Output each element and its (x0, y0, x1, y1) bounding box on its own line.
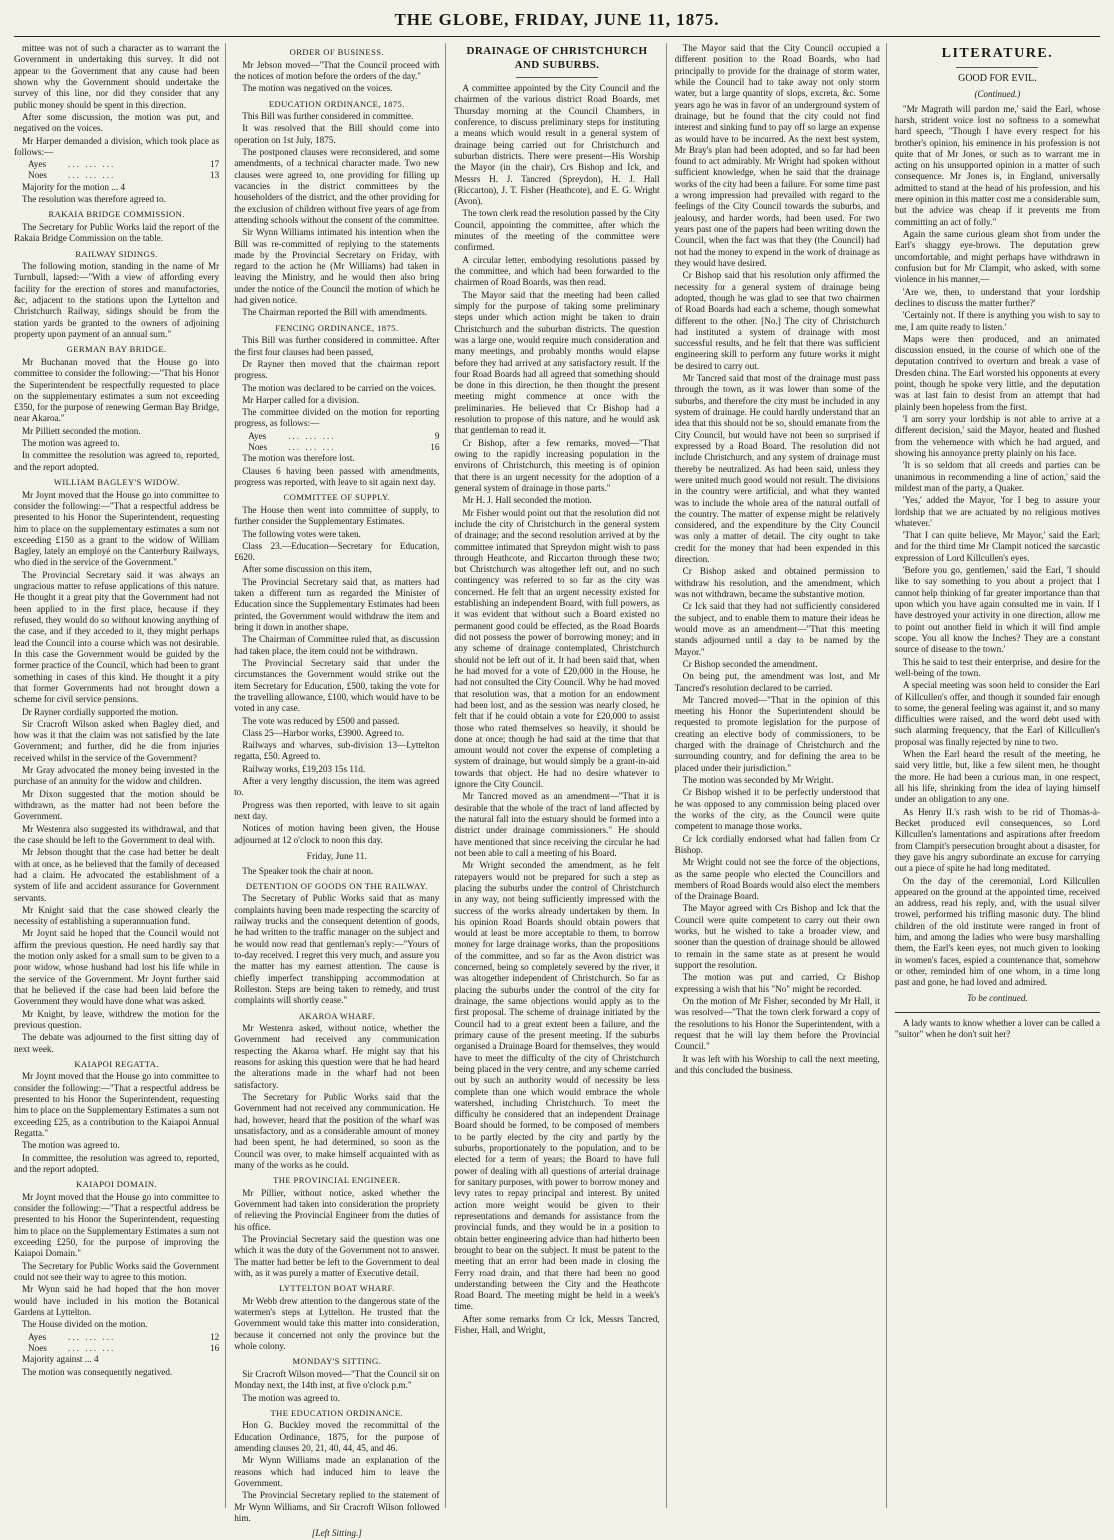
paragraph: Dr Rayner cordially supported the motion. (22, 706, 179, 717)
paragraph: The Provincial Secretary said the question was one which it was the duty of the Government not to answer. The matter had better be left to the Government to deal with, as it was purely a matter of Executive detail. (234, 1234, 440, 1278)
paragraph: Railway works, £19,203 15s 11d. (242, 763, 366, 774)
section-heading: THE EDUCATION ORDINANCE. (270, 1407, 404, 1418)
paragraph: The Secretary for Public Works laid the report of the Rakaia Bridge Commission on the table. (14, 221, 220, 244)
paragraph: Mr Fisher would point out that the resolution did not include the city of Christchurch in the general system of drainage; and the second resolution arrived at by the committee intimated that Spreydon might wish to pass through Heathcote, and Riccarton through these two; but Christchurch was altogether left out, and no such contingency was referred to so far as the city was concerned. He felt that an urgent necessity existed for establishing an independent Board, with full powers, as it was evident that without such a Board existed no permanent good could be effected, as the Road Boards did not possess the power of borrowing money; and in any scheme of drainage contemplated, Christchurch should not be left out of it. It had been said that, when he had moved for a vote of £20,000 in the House, he had not consulted the City Council. Why he had moved that resolution was, that a motion for an endowment had been lost, and as the session was nearly closed, he felt that if he could obtain a vote for £20,000 to assist those who rated themselves so heavily, it should be done at once; though he had said at the time that that amount would not cover the expense of completing a system of drainage, but would simply be a grant-in-aid towards that object. He had no desire whatever to ignore the City Council. (454, 507, 660, 790)
dateline: Friday, June 11. (306, 851, 367, 862)
section-heading: AKAROA WHARF. (298, 1010, 375, 1021)
paragraph: The Secretary for Public Works said the Government could not see their way to agree to this motion. (14, 1260, 220, 1282)
paragraph: The motion was therefore lost. (242, 453, 355, 464)
paragraph: Cr Ick cordially endorsed what had fallen from Cr Bishop. (674, 833, 880, 855)
paragraph: A special meeting was soon held to consider the Earl of Killcullen's offer, and though it sounded fair enough to some, the general feeling was against it, and so many difficulties were raised, and the word debt used with such alarming frequency, that the Earl of Killcullen's proposal was finally rejected by nine to two. (894, 680, 1101, 747)
paragraph: Sir Cracroft Wilson asked when Bagley died, and how was it that the claim was not satisfied by the late Government; and further, did he die from injuries received whilst in the service of the Government? (14, 718, 220, 763)
literature-heading: LITERATURE. (941, 46, 1054, 61)
paragraph: Sir Wynn Williams intimated his intention when the Bill was re-committed of replying to the statements made by the Provincial Secretary on Friday, with regard to the action he (Mr Williams) had taken in leaving the Ministry, and he would then also bring under the notice of the Council the motion of which he had given notice. (234, 227, 440, 306)
paragraph: Mr Tancred said that most of the drainage must pass through the town, as it was lower than some of the suburbs, and therefore the city must be included in any system of drainage. He could hardly understand that an idea that this should not be so, should emanate from the City Council, but would have not been so surprised if expressed by a Road Board. The resolution did not include Christchurch, and any system of drainage must thereby be neutralized. As had been said, unless they were united much good would not result. The divisions in the country were artificial, and what they wanted was to include the whole area of the natural outfall of the country. The matter of expense might be relatively considered, and the expenditure by the City Council was only a matter of detail. The city ought to take credit for the money that had been expended in this direction. (674, 373, 880, 565)
paragraph: This Bill was further considered in committee. After the first four clauses had been passed, (234, 335, 440, 357)
column-2 (234, 43, 446, 1539)
section-heading: RAILWAY SIDINGS. (75, 248, 158, 259)
paragraph: The Provincial Secretary said that, as matters had taken a different turn as regarded the Minister of Education since the Supplementary Estimates had been printed, the Government would withdraw the item and bring it down in another shape. (234, 576, 440, 632)
paragraph: Cr Bishop, after a few remarks, moved—"That owing to the rapidly increasing population in the environs of Christchurch, this meeting is of opinion that there is an urgent necessity for the adoption of a general system of drainage in those parts." (454, 437, 660, 493)
section-heading: KAIAPOI REGATTA. (74, 1058, 159, 1069)
paragraph: The resolution was therefore agreed to. (22, 194, 166, 205)
column-4 (675, 43, 887, 1508)
paragraph: Mr Wright could not see the force of the objections, as the same people who elected the Councillors and members of Road Boards would also elect the members of the Drainage Board. (674, 857, 880, 902)
paragraph: Mr Joynt moved that the House go into committee to consider the following:—"That a respectful address be presented to his Honor the Superintendent, requesting him to place on the Supplementary Estimates a sum not exceeding £25, as a contribution to the Kaiapoi Annual Regatta." (14, 1071, 220, 1138)
paragraph: Mr Jebson thought that the case had better be dealt with at once, as he believed that the family of deceased had a claim. He advocated the establishment of a system of life and accident assurance for Government servants. (14, 847, 220, 903)
section-heading: FENCING ORDINANCE, 1875. (275, 322, 399, 333)
paragraph: Mr Joynt moved that the House go into committee to consider the following:—"That a respectful address be presented to his Honor the Superintendent, requesting him to place on the supplementary estimates a sum not exceeding £150 as a grant to the widow of William Bagley, lately an employé on the Canterbury Railways, who died in the service of the Government." (14, 489, 220, 568)
division-noes: Noes ... ... ... 13 (28, 170, 220, 181)
paragraph: The Mayor said that the meeting had been called simply for the purpose of taking some preliminary steps under which action might be taken to drain Christchurch and the suburban districts. The question was a large one, would require much consideration and many meetings, and probably months would elapse before they had arrived at any satisfactory result. If the four Road Boards had all agreed that something should be done in this direction, he then thought the present meeting might commence at once with the preliminaries. He believed that Cr Bishop had a resolution to propose of this nature, and he would ask that gentleman to read it. (454, 289, 660, 436)
paragraph: Mr Tancred moved—"That in the opinion of this meeting his Honor the Superintendent should be requested to promote legislation for the purpose of creating an elective body of commissioners, to be charged with the drainage of Christchurch and the surrounding country, and for defining the area to be placed under their jurisdiction." (674, 694, 880, 773)
paragraph: This he said to test their enterprise, and desire for the well-being of the town. (894, 656, 1101, 678)
paragraph: Mr Knight said that the case showed clearly the necessity of establishing a superannuation fund. (14, 904, 220, 927)
paragraph: Mr Wynn said he had hoped that the hon mover would have included in his motion the Botanical Gardens at Lyttelton. (14, 1284, 220, 1317)
paragraph: Cr Bishop asked and obtained permission to withdraw his resolution, and the amendment, which was not withdrawn, became the substantive motion. (674, 566, 880, 599)
paragraph: Mr H. J. Hall seconded the motion. (462, 495, 592, 506)
to-be-continued: To be continued. (967, 992, 1028, 1003)
section-heading: DETENTION OF GOODS ON THE RAILWAY. (245, 880, 428, 891)
paragraph: The Secretary of Public Works said that as many complaints having been made respecting the scarcity of railway trucks and the consequent detention of goods, he had written to the traffic manager on the subject and he would now read that gentleman's reply:—"Yours of to-day received. I regret this very much, and assure you the matter has my earnest attention. The cause is chiefly imperfect transhipping accommodation at Rolleston. Steps are being taken to remedy, and trust complaints will shortly cease." (234, 893, 440, 1006)
paragraph: mittee was not of such a character as to warrant the Government in undertaking this survey. It did not appear to the Government that any cause had been shown why the Government should undertake the survey of this line, nor did they consider that any public money should be spent in this direction. (14, 43, 220, 110)
paragraph: A committee appointed by the City Council and the chairmen of the various district Road Boards, met Thursday morning at the Council Chambers, in conference, to discuss preliminary steps for instituting a means which would result in a general system of drainage being carried out for Christchurch and suburban districts. There were present—His Worship the Mayor (in the chair), Crs Bishop and Ick, and Messrs H. J. Tancred (Spreydon), H. J. Hall (Riccarton), J. T. Fisher (Heathcote), and E. G. Wright (Avon). (454, 83, 660, 207)
paragraph: The motion was agreed to. (242, 1392, 340, 1403)
paragraph: Sir Cracroft Wilson moved—"That the Council sit on Monday next, the 14th inst, at five o'clock p.m." (234, 1368, 440, 1391)
paragraph: The motion was agreed to. (22, 1140, 120, 1151)
paragraph: Cr Bishop wished it to be perfectly understood that he was opposed to any commission being placed over the works of the city, as the Council were quite competent to manage those works. (674, 787, 880, 832)
paragraph: Cr Bishop said that his resolution only affirmed the necessity for a general system of drainage being adopted, though he was glad to see that two chairmen of Road Boards had each a scheme, though somewhat different to the other. [No.] The city of Christchurch had instituted a system of drainage with most successful results, and he felt that there was sufficient engineering skill to perform any future works it might be desired to carry out. (674, 270, 880, 371)
section-heading: KAIAPOI DOMAIN. (76, 1179, 158, 1190)
anecdote: A lady wants to know whether a lover can be called a "suitor" when he don't suit her? (895, 1012, 1100, 1041)
paragraph: 'Yes,' added the Mayor, 'for I beg to assure your lordship that we are actuated by no religious motives whatever.' (894, 495, 1101, 528)
paragraph: On the motion of Mr Fisher, seconded by Mr Hall, it was resolved—"That the town clerk forward a copy of the resolutions to his Honor the Superintendent, with a request that he will lay them before the Provincial Council." (674, 995, 880, 1052)
paragraph: The motion was declared to be carried on the voices. (242, 382, 437, 393)
paragraph: Mr Harper called for a division. (242, 394, 360, 405)
paragraph: Mr Pilliett seconded the motion. (22, 425, 141, 436)
paragraph: Notices of motion having been given, the House adjourned at 12 o'clock to noon this day. (234, 823, 440, 845)
paragraph: Cr Bishop seconded the amendment. (682, 658, 818, 669)
section-heading: ORDER OF BUSINESS. (289, 47, 384, 57)
paragraph: Clauses 6 having been passed with amendments, progress was reported, with leave to sit again next day. (234, 465, 440, 487)
paragraph: In committee the resolution was agreed to, reported, and the report adopted. (14, 450, 220, 472)
section-heading: COMMITTEE OF SUPPLY. (283, 492, 391, 503)
paragraph: The motion was seconded by Mr Wright. (682, 775, 834, 785)
paragraph: The Mayor said that the City Council occupied a different position to the Road Boards, who had principally to provide for the drainage of storm water, while the Council had to take away not only storm water, but a large quantity of slops, excreta, &c. Some years ago he was in favor of an underground system of drainage, but he found that the city could not find interest and sinking fund to pay off so large an expense as would have to be incurred. As the next best system, Mr Bray's plan had been adopted, and so far had been found to act admirably. Mr Wright had spoken without sufficient knowledge, when he said that the drainage works of the city had been a failure. For some time past a wrong impression had prevailed with regard to the feelings of the City Council towards the suburbs, and jealousy, and harder words, had been used. For two years past one of the papers had been writing down the Council, when the fact was that they (the Council) had not had the money to expend in the work of drainage as they would have desired. (674, 43, 880, 268)
paragraph: Mr Westenra also suggested its withdrawal, and that the case should be left to the Government to deal with. (14, 823, 220, 845)
section-heading: LYTTELTON BOAT WHARF. (278, 1283, 395, 1294)
division-ayes: Ayes ... ... ... 9 (248, 430, 440, 441)
divider (516, 77, 598, 78)
paragraph: The Provincial Secretary said it was always an ungracious matter to refuse applications of this nature. He thought it a great pity that the Government had not been applied to in the first place, because if they refused, they would do so without knowing anything of the case, and if they acceded to it, they might perhaps lead the Council into a course which was not desirable. In this case the Government would be guided by the former practice of the Council, which had been to grant something in cases of this kind. He thought it a pity that former Governments had not brought down a scheme for civil service pensions. (14, 569, 220, 705)
paragraph: The Provincial Secretary said that under the circumstances the Government would strike out the item Secretary for Education, £500, taking the vote for the travelling allowance, £100, which would have to be voted in any case. (234, 657, 440, 714)
paragraph: The motion was consequently negatived. (22, 1366, 173, 1377)
paragraph: The vote was reduced by £500 and passed. (242, 715, 400, 726)
column-1 (14, 43, 226, 1508)
paragraph: The following motion, standing in the name of Mr Turnbull, lapsed:—"With a view of affording every facility for the erection of stores and manufactories, &c, adjacent to the stations upon the Lyttelton and Christchurch Railway, sidings should be from the station yards be granted to the owners of adjoining property upon payment of an annual sum." (14, 261, 220, 339)
paragraph: The motion was agreed to. (22, 438, 120, 449)
majority-line: Majority against ... 4 (22, 1354, 99, 1365)
paragraph: After some discussion, the motion was put, and negatived on the voices. (14, 111, 220, 134)
paragraph: Cr Ick said that they had not sufficiently considered the subject, and to enable them to mature their ideas he would move as an amendment—"That this meeting stands adjourned until a day to be named by the Mayor." (674, 601, 880, 657)
paragraph: The motion was put and carried, Cr Bishop expressing a wish that his "No" might be recorded. (674, 972, 880, 994)
paragraph: The House divided on the motion. (22, 1319, 148, 1330)
paragraph: 'Certainly not. If there is anything you wish to say to me, I am quite ready to listen.' (894, 310, 1101, 332)
paragraph: Mr Webb drew attention to the dangerous state of the watermen's steps at Lyttelton. He trusted that the Government would take this matter into consideration, because it concerned not only the province but the whole colony. (234, 1295, 440, 1352)
paragraph: The committee divided on the motion for reporting progress, as follows:— (234, 407, 440, 429)
paragraph: The Provincial Secretary replied to the statement of Mr Wynn Williams, and Sir Cracroft Wilson followed him. (234, 1490, 440, 1523)
paragraph: Mr Tancred moved as an amendment—"That it is desirable that the whole of the tract of land affected by the natural fall into the estuary should be formed into a district under drainage commissioners." He should have mentioned that since receiving the circular he had not been able to call a meeting of his Board. (454, 791, 660, 858)
paragraph: 'That I can quite believe, Mr Mayor,' said the Earl; and for the third time Mr Clampit noticed the sarcastic expression of Lord Killcullen's eyes. (894, 530, 1101, 563)
section-heading: EDUCATION ORDINANCE, 1875. (268, 98, 405, 109)
paragraph: After some discussion on this item, (242, 564, 372, 575)
paragraph: A circular letter, embodying resolutions passed by the committee, and which had been forwarded to the chairmen of Road Boards, was then read. (454, 254, 660, 288)
column-5 (895, 43, 1100, 1508)
paragraph: Mr Wright seconded the amendment, as he felt ratepayers would not be prepared for such a step as placing the suburbs under the control of Christchurch in any way, not being sufficiently impressed with the success of the works already undertaken by them. In his opinion Road Boards should obtain powers that would at least be more acceptable to them, to borrow money for large drainage works, than the propositions of the committee, and so far as the Avon district was concerned, being so completely severed by the river, it was altogether independent of Christchurch. So far as placing the suburbs under the control of the city for drainage, the same objections would apply as to the first proposal. The scheme of drainage initiated by the Council had to a great extent been a failure, and the primary cause of the present meeting. If the suburbs organised a Drainage Board for themselves, they would have to meet the difficulty of the city of Christchurch being placed in the very centre, and any scheme carried out by such an authority would of necessity be less complete than one which would embrace the whole watershed, including Christchurch. To meet the difficulty he considered that an independent Drainage Board should be formed, to be composed of members to be partly elected by the city and partly by the suburbs, proportionately to the population, and to be elected for a term of years; the Board to have full power of dealing with all questions of arterial drainage for sanitary purposes, with power to borrow money and levy rates to repay principal and interest. By united action more weight would be given to their representations and demands for assistance from the provincial funds, and they would be in a position to obtain better engineering advice than had hitherto been brought to bear on the subject. It must be patent to the meeting that an error had been made in closing the Ferry road drain, and that there had been no good understanding between the City and the Heathcote Road Board. The meeting might be held in a week's time. (454, 860, 660, 1312)
paragraph: It was resolved that the Bill should come into operation on 1st July, 1875. (234, 123, 440, 145)
paragraph: Maps were then produced, and an animated discussion ensued, in the course of which one of the deputation contrived to overturn and break a vase of Dresden china. The Earl worsted his opponents at every point, though he spoke very little, and the deputation was at last fain to desist from an attempt that had plainly been hopeless from the first. (894, 333, 1101, 412)
paragraph: Mr Wynn Williams made an explanation of the reasons which had induced him to leave the Government. (234, 1455, 440, 1489)
paragraph: As Henry II.'s rash wish to be rid of Thomas-à-Becket produced evil consequences, so Lord Killcullen's lamentations and aspirations after freedom from Clampit's persecution brought about a disaster, for they gave his angry subordinate an excuse for carrying out a piece of spite he had long meditated. (894, 806, 1101, 874)
masthead: THE GLOBE, FRIDAY, JUNE 11, 1875. (14, 10, 1100, 37)
paragraph: Mr Gray advocated the money being invested in the purchase of an annuity for the widow and children. (14, 765, 220, 787)
paragraph: 'It is so seldom that all creeds and parties can be unanimous in recommending a line of action,' said the mildest man of the party, a Quaker. (894, 460, 1101, 493)
paragraph: The postponed clauses were reconsidered, and some amendments, of a technical character made. Two new clauses were agreed to, one providing for filling up vacancies in the district committees by the householders of the district, and the other providing for the exclusion of children without five years of age from attending schools without the consent of the committee. (234, 147, 440, 225)
paragraph: It was left with his Worship to call the next meeting, and this concluded the business. (674, 1053, 880, 1075)
paragraph: On being put, the amendment was lost, and Mr Tancred's resolution declared to be carried. (674, 671, 880, 693)
division-ayes: Ayes ... ... ... 17 (28, 159, 220, 170)
story-continued: (Continued.) (974, 88, 1021, 99)
paragraph: The House then went into committee of supply, to further consider the Supplementary Estimates. (234, 504, 440, 527)
story-title: GOOD FOR EVIL. (958, 73, 1037, 85)
paragraph: The debate was adjourned to the first sitting day of next week. (14, 1032, 220, 1054)
paragraph: The Secretary for Public Works said that the Government had not received any communication. He had, however, heard that the position of the wharf was unsatisfactory, and as a considerable amount of money had been spent, he had determined, so soon as the Council was over, to make himself acquainted with as many of the works as he could. (234, 1092, 440, 1170)
paragraph: Mr Joynt said he hoped that the Council would not affirm the previous question. He need hardly say that the motion only asked for a small sum to be given to a poor widow, whose husband had lost his life while in the service of the Government. Mr Joynt further said that he believed if the case had been laid before the Government they would have done what was asked. (14, 928, 220, 1007)
paragraph: The Mayor agreed with Crs Bishop and Ick that the Council were quite competent to carry out their own works, but he wished to take a broader view, and sooner than the question of drainage should be allowed to remain in the same state as at present he would support the resolution. (674, 903, 880, 970)
paragraph: 'Are we, then, to understand that your lordship declines to discuss the matter further?' (894, 286, 1101, 308)
paragraph: Mr Jebson moved—"That the Council proceed with the notices of motion before the orders of the day." (234, 59, 440, 81)
paragraph: In committee, the resolution was agreed to, reported, and the report adopted. (14, 1152, 220, 1174)
paragraph: 'I am sorry your lordship is not able to arrive at a different decision,' said the Mayor, heated and flushed from the vehemence with which he had argued, and showing his annoyance pretty plainly on his face. (894, 414, 1101, 458)
section-heading: RAKAIA BRIDGE COMMISSION. (48, 209, 185, 220)
paragraph: The Chairman reported the Bill with amendments. (242, 307, 428, 318)
paragraph: The Speaker took the chair at noon. (242, 865, 374, 876)
paragraph: Mr Westenra asked, without notice, whether the Government had received any communication respecting the Akaroa wharf. He might say that his reasons for asking this question were that he had heard the alterations made in the wharf had not been satisfactory. (234, 1023, 440, 1090)
paragraph: Dr Rayner then moved that the chairman report progress. (234, 358, 440, 381)
paragraph: Mr Harper demanded a division, which took place as follows:— (14, 135, 220, 157)
divider (956, 67, 1038, 68)
column-3 (454, 43, 666, 1508)
paragraph: Mr Pillier, without notice, asked whether the Government had taken into consideration the propriety of relieving the Provincial Engineer from the duties of his office. (234, 1187, 440, 1232)
paragraph: Progress was then reported, with leave to sit again next day. (234, 799, 440, 821)
ayes-label: Ayes (28, 159, 47, 170)
paragraph: 'Before you go, gentlemen,' said the Earl, 'I should like to say something to you about a project that I cannot help thinking of far greater importance than that upon which you have again consulted me in vain. If I have destroyed your activity in one direction, allow me to point out another field in which it will find ample scope. You all know the Inches? They are a constant source of disease to the town.' (894, 565, 1101, 655)
division-noes-2: Noes ... ... ... 16 (28, 1342, 220, 1353)
paragraph: This Bill was further considered in committee. (242, 111, 414, 122)
section-heading: WILLIAM BAGLEY'S WIDOW. (53, 477, 180, 487)
paragraph: On the day of the ceremonial, Lord Killcullen appeared on the ground at the appointed time, received an address, read his reply, and, with the usual silver trowel, performed his trifling masonic duty. The blind children of the old institute were ranged in front of him, and among the ladies who were busy marshalling them, the Earl's keen eyes, not much given to looking in women's faces, espied a countenance that, somehow or other, reminded him of one whom, in a time long past and gone, he had loved and admired. (894, 875, 1101, 988)
section-heading: MONDAY'S SITTING. (292, 1356, 382, 1367)
columns (14, 43, 1101, 1539)
noes-label: Noes (28, 170, 47, 181)
majority-line: Majority for the motion ... 4 (22, 181, 126, 192)
paragraph: After some remarks from Cr Ick, Messrs Tancred, Fisher, Hall, and Wright, (454, 1313, 660, 1336)
ayes-count: 17 (210, 159, 220, 170)
section-heading: GERMAN BAY BRIDGE. (66, 344, 167, 355)
section-heading: THE PROVINCIAL ENGINEER. (273, 1175, 401, 1186)
noes-count: 13 (210, 170, 220, 181)
paragraph: After a very lengthy discussion, the item was agreed to. (234, 776, 440, 798)
paragraph: Again the same curious gleam shot from under the Earl's shaggy eye-brows. The deputation grew uncomfortable, and might perhaps have withdrawn in confusion but for Mr Clampit, who asked, with some violence in his manner,— (894, 229, 1101, 285)
paragraph: The Chairman of Committee ruled that, as discussion had taken place, the item could not be withdrawn. (234, 634, 440, 656)
paragraph: The town clerk read the resolution passed by the City Council, appointing the committee, after which the minutes of the meeting of the committee were confirmed. (454, 208, 660, 253)
left-sitting-note: [Left Sitting.] (311, 1528, 362, 1539)
article-title: DRAINAGE OF CHRISTCHURCH AND SUBURBS. (466, 45, 648, 71)
paragraph: Mr Knight, by leave, withdrew the motion for the previous question. (14, 1008, 220, 1030)
paragraph: Mr Joynt moved that the House go into committee to consider the following:—"That a respectful address be presented to his Honor the Superintendent, requesting him to place on the Supplementary Estimates a sum not exceeding £250, for the purpose of improving the Kaiapoi Domain." (14, 1191, 220, 1259)
paragraph: Class 25—Harbor works, £3900. Agreed to. (242, 727, 404, 738)
paragraph: When the Earl heard the result of the meeting, he said very little, but, like a few silent men, he thought the more. He had been a curious man, in one respect, all his life, shrinking from the idea of laying himself under an obligation to any one. (894, 749, 1101, 805)
division-noes: Noes ... ... ... 16 (248, 442, 440, 453)
paragraph: "Mr Magrath will pardon me,' said the Earl, whose harsh, strident voice lost no softness to a somewhat hard speech, "Though I have every respect for his brother's opinion, his eminence in his profession is not quite that of Mr Jones, or such as to warrant me in acting on his unsupported opinion in a matter of such consequence. Mr Jones is, in England, universally admitted to stand at the head of his profession, and his mere opinion in this matter cost me a considerable sum, but the advice was cheap if it prevents me from committing an act of folly." (894, 103, 1101, 227)
division-ayes-2: Ayes ... ... ... 12 (28, 1331, 220, 1342)
paragraph: Mr Dixon suggested that the motion should be withdrawn, as the matter had not been before the Government. (14, 788, 220, 822)
paragraph: Mr Buchanan moved that the House go into committee to consider the following:—"That his Honor the Superintendent be respectfully requested to place on the supplementary estimates a sum not exceeding £350, for the purpose of renewing German Bay Bridge, near Akaroa." (14, 356, 220, 424)
paragraph: Railways and wharves, sub-division 13—Lyttelton regatta, £50. Agreed to. (234, 740, 440, 762)
paragraph: Class 23.—Education—Secretary for Education, £620. (234, 540, 440, 563)
paragraph: Hon G. Buckley moved the recommittal of the Education Ordinance, 1875, for the purpose of amending clauses 20, 21, 40, 44, 45, and 46. (234, 1420, 440, 1454)
paragraph: The motion was negatived on the voices. (242, 83, 393, 94)
paragraph: The following votes were taken. (242, 528, 361, 539)
